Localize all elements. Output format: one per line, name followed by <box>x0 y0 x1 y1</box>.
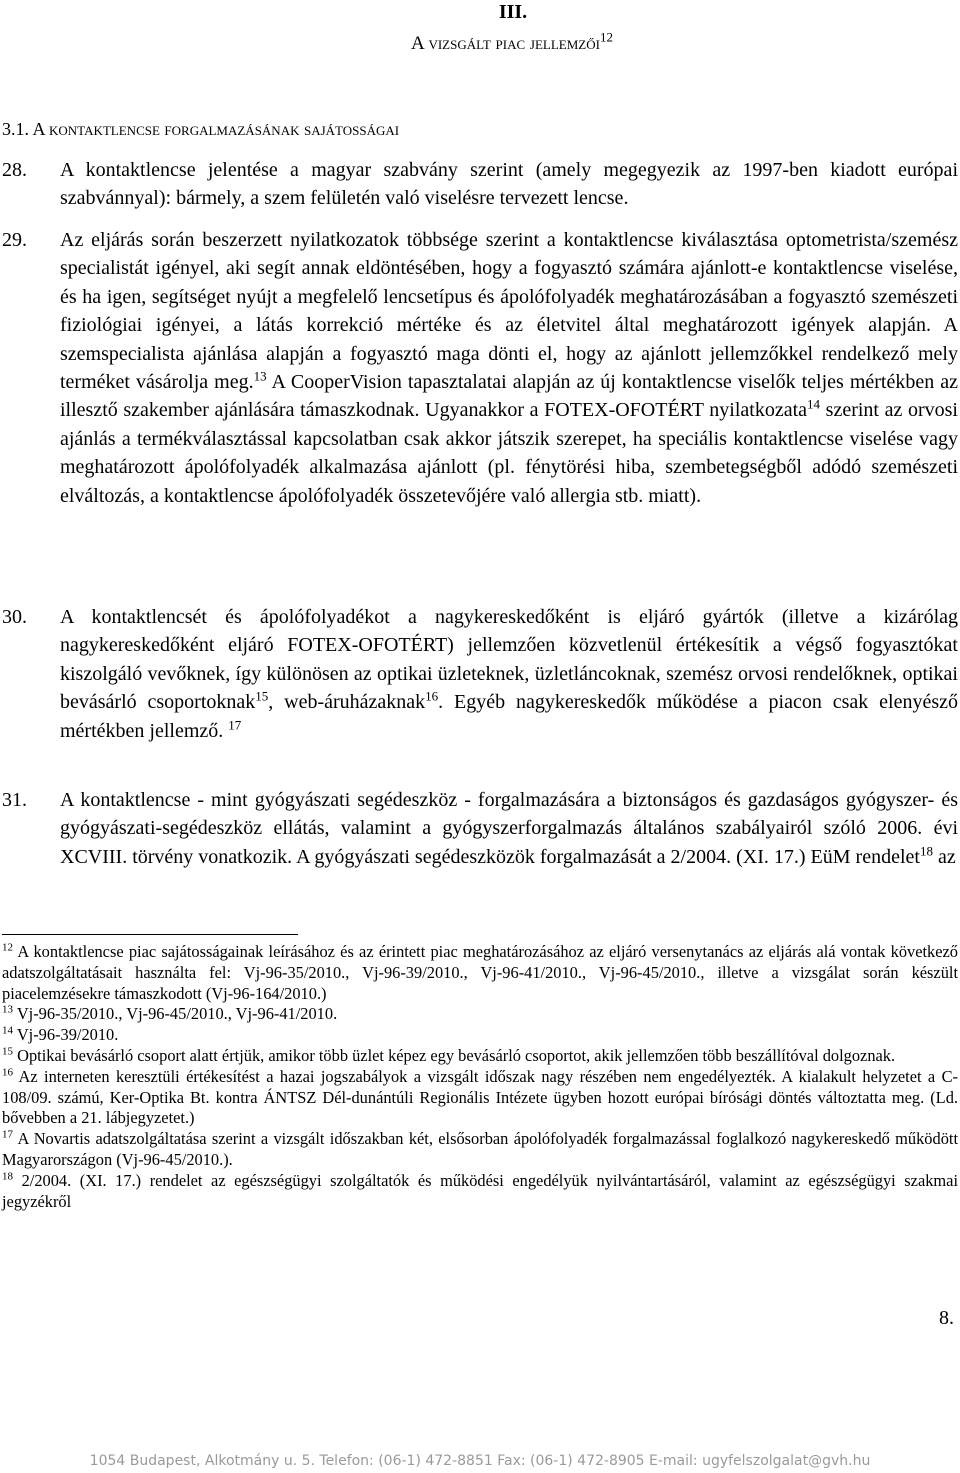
paragraph-number: 28. <box>2 159 27 181</box>
footnote-number: 17 <box>2 1128 13 1141</box>
paragraph-text <box>2 786 958 871</box>
footnote-number: 14 <box>2 1024 13 1037</box>
footnote-ref: 16 <box>425 688 439 704</box>
footnote-text: Optikai bevásárló csoport alatt értjük, amikor több üzlet képez egy bevásárló csoportot, akik jellemzően több beszállítóval dolgoznak. <box>17 1045 896 1065</box>
footnote-ref: 13 <box>253 368 267 384</box>
paragraph-30 <box>2 603 958 745</box>
footnote-14 <box>2 1025 958 1046</box>
footnote-18 <box>2 1171 958 1213</box>
footnote-12 <box>2 942 958 1004</box>
page-number: 8. <box>939 1307 954 1329</box>
main-heading <box>32 29 960 56</box>
footnote-16 <box>2 1067 958 1129</box>
footnote-17 <box>2 1129 958 1171</box>
footnote-ref: 12 <box>599 29 613 45</box>
paragraph-31 <box>2 786 958 871</box>
footnote-separator <box>2 934 298 935</box>
footnote-text: 2/2004. (XI. 17.) rendelet az egészségügyi szolgáltatók és működési engedélyük nyilvántartásáról, valamint az egészségügyi szakmai jegyzékről <box>2 1170 958 1211</box>
paragraph-text-part: . Egyéb nagykereskedők működése a piacon csak elenyésző mértékben jellemző. <box>60 691 958 742</box>
paragraph-text-part: , web-áruházaknak <box>268 691 426 714</box>
main-heading-text: A vizsgált piac jellemzői <box>411 33 600 54</box>
paragraph-text-part: Az eljárás során beszerzett nyilatkozatok többsége szerint a kontaktlencse kiválasztása optometrista/szemész specialistát igényel, aki segít annak eldöntésében, hogy a fogyasztó számára ajánlott-e kontaktlencse viselése, és ha igen, segítséget nyújt a megfelelő lencsetípus és ápolófolyadék meghatározásában a fogyasztó szemészeti fiziológiai igényei, a látás korrekció mértéke és az életvitel által meghatározott igények alapján. A szemspecialista ajánlása alapján a fogyasztó maga dönti el, hogy az ajánlott jellemzőkkel rendelkező mely terméket vásárolja meg. <box>60 229 958 394</box>
footnote-number: 15 <box>2 1045 13 1058</box>
paragraph-text-part: A CooperVision tapasztalatai alapján az új kontaktlencse viselők teljes mértékben az illesztő szakember ajánlására támaszkodnak. Ugyanakkor a FOTEX-OFOTÉRT nyilatkozata <box>60 371 958 422</box>
paragraph-text <box>2 226 958 510</box>
paragraph-number: 30. <box>2 606 27 628</box>
paragraph-text-part: A kontaktlencse - mint gyógyászati segédeszköz - forgalmazására a biztonságos és gazdaságos gyógyszer- és gyógyászati-segédeszköz ellátás, valamint a gyógyszerforgalmazás általános szabályairól szóló 2006. évi XCVIII. törvény vonatkozik. A gyógyászati segédeszközök forgalmazását a 2/2004. (XI. 17.) EüM rendelet <box>60 789 958 868</box>
footnote-ref: 17 <box>228 716 242 732</box>
paragraph-text-part: szerint az orvosi ajánlás a termékválasztással kapcsolatban csak akkor játszik szerepet, ha speciális kontaktlencse viselése vagy meghatározott ápolófolyadék alkalmazása ajánlott (pl. fénytörési hiba, szembetegségből adódó szemészeti elváltozás, a kontaktlencse ápolófolyadék összetevőjére való allergia stb. miatt). <box>60 399 958 507</box>
footnote-text: A kontaktlencse piac sajátosságainak leírásához és az érintett piac meghatározásához az eljáró versenytanács az eljárás alá vontak következő adatszolgáltatásait használta fel: Vj-96-35/2010., Vj-96-39/2010., Vj-96-41/2010., Vj-96-45/2010., illetve a vizsgálat során készült piacelemzésekre támaszkodott (Vj-96-164/2010.) <box>2 942 958 1003</box>
page-footer: 1054 Budapest, Alkotmány u. 5. Telefon: (06-1) 472-8851 Fax: (06-1) 472-8905 E-mail: ugyfelszolgalat@gvh.hu <box>89 1453 871 1469</box>
paragraph-number: 29. <box>2 229 27 251</box>
paragraph-text <box>2 603 958 745</box>
chapter-number: III. <box>498 1 528 23</box>
paragraph-text-part: A kontaktlencsét és ápolófolyadékot a nagykereskedőként is eljáró gyártók (illetve a kizárólag nagykereskedőként eljáró FOTEX-OFOTÉRT) jellemzően közvetlenül értékesítik a végső fogyasztókat kiszolgáló vevőknek, így különösen az optikai üzleteknek, üzletláncoknak, szemész orvosi rendelőknek, optikai bevásárló csoportoknak <box>60 606 958 714</box>
footnote-text: Vj-96-35/2010., Vj-96-45/2010., Vj-96-41/2010. <box>16 1004 338 1024</box>
footnote-text: A Novartis adatszolgáltatása szerint a vizsgált időszakban két, elsősorban ápolófolyadék forgalmazással foglalkozó nagykereskedő működött Magyarországon (Vj-96-45/2010.). <box>2 1129 958 1169</box>
paragraph-text-part: az <box>932 845 956 868</box>
paragraph-29 <box>2 226 958 510</box>
footnote-text: Vj-96-39/2010. <box>16 1025 119 1045</box>
footnote-number: 18 <box>2 1170 13 1183</box>
footnote-15 <box>2 1046 958 1067</box>
footnotes <box>2 942 958 1212</box>
footnote-ref: 14 <box>807 396 821 412</box>
footnote-number: 16 <box>2 1066 13 1079</box>
footnote-ref: 18 <box>919 843 933 859</box>
footnote-text: Az interneten keresztüli értékesítést a hazai jogszabályok a vizsgált időszak nagy részében nem engedélyezték. A kialakult helyzetet a C-108/09. számú, Ker-Optika Bt. kontra ÁNTSZ Dél-dunántúli Regionális Intézete ügyben hozott európai bírósági döntés változtatta meg. (Ld. bővebben a 21. lábjegyzetet.) <box>2 1066 958 1128</box>
footnote-number: 13 <box>2 1003 13 1016</box>
paragraph-28 <box>2 156 958 213</box>
footnote-ref: 15 <box>255 688 269 704</box>
paragraph-number: 31. <box>2 789 27 811</box>
section-title: 3.1. A kontaktlencse forgalmazásának sajátosságai <box>2 119 400 139</box>
paragraph-text: A kontaktlencse jelentése a magyar szabvány szerint (amely megegyezik az 1997-ben kiadott európai szabvánnyal): bármely, a szem felületén való viselésre tervezett lencse. <box>60 159 958 210</box>
footnote-13 <box>2 1004 958 1025</box>
footnote-number: 12 <box>2 941 13 954</box>
